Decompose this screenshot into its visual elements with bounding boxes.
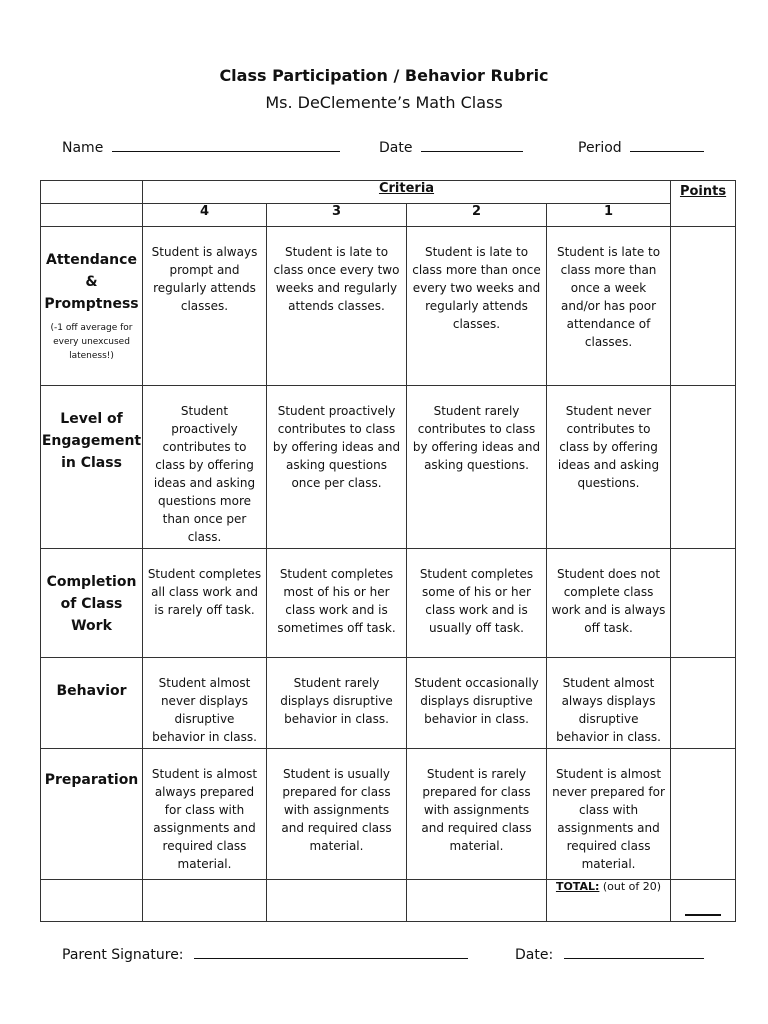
row-label-line: of Class <box>60 596 123 612</box>
row-attendance <box>41 227 736 386</box>
preparation-points-cell[interactable] <box>671 749 736 880</box>
rubric-table <box>40 180 736 922</box>
engagement-3-cell: Student proactively contributes to class by offering ideas and asking questions once per class. <box>272 404 401 490</box>
completion-3-cell: Student completes most of his or her class work and is sometimes off task. <box>277 567 396 635</box>
period-field[interactable] <box>578 138 704 156</box>
total-blank-cell <box>143 880 267 922</box>
score-header-row <box>41 204 736 227</box>
attendance-3-cell: Student is late to class once every two weeks and regularly attends classes. <box>273 245 400 313</box>
total-blank-cell <box>41 880 143 922</box>
row-label-line: Attendance <box>46 252 137 268</box>
date-blank-line[interactable] <box>421 138 523 152</box>
row-label-line: Promptness <box>44 296 139 312</box>
points-header: Points <box>671 181 736 227</box>
completion-4-cell: Student completes all class work and is rarely off task. <box>147 567 262 617</box>
row-label-engagement <box>41 386 143 549</box>
attendance-2-cell: Student is late to class more than once every two weeks and regularly attends classes. <box>412 245 541 331</box>
behavior-points-cell[interactable] <box>671 658 736 749</box>
page-subtitle: Ms. DeClemente’s Math Class <box>265 93 503 112</box>
row-label-line: Level of <box>60 411 123 427</box>
total-blank-cell <box>407 880 547 922</box>
row-label-line: Preparation <box>44 772 139 788</box>
name-label: Name <box>62 140 104 156</box>
completion-2-cell: Student completes some of his or her class work and is usually off task. <box>419 567 534 635</box>
lateness-note: (-1 off average for every unexcused lateness!) <box>50 323 133 361</box>
row-label-line: in Class <box>61 455 122 471</box>
corner-cell <box>41 181 143 204</box>
row-label-attendance <box>41 227 143 386</box>
row-label-line: Behavior <box>56 683 127 699</box>
total-label: TOTAL: <box>555 880 600 893</box>
signature-date-label: Date: <box>515 947 554 963</box>
total-blank-cell <box>267 880 407 922</box>
completion-points-cell[interactable] <box>671 549 736 658</box>
completion-1-cell: Student does not complete class work and is always off task. <box>551 567 666 635</box>
row-label-line: & <box>85 274 98 290</box>
behavior-4-cell: Student almost never displays disruptive behavior in class. <box>152 676 257 744</box>
score-3-header: 3 <box>267 204 407 227</box>
criteria-header: Criteria <box>143 181 671 204</box>
row-preparation <box>41 749 736 880</box>
engagement-points-cell[interactable] <box>671 386 736 549</box>
attendance-1-cell: Student is late to class more than once a week and/or has poor attendance of classes. <box>556 245 661 349</box>
behavior-1-cell: Student almost always displays disruptive behavior in class. <box>556 676 661 744</box>
preparation-4-cell: Student is almost always prepared for class with assignments and required class material. <box>151 767 258 871</box>
period-blank-line[interactable] <box>630 138 704 152</box>
name-field[interactable] <box>62 138 340 156</box>
row-label-line: Work <box>71 618 112 634</box>
row-behavior <box>41 658 736 749</box>
row-completion <box>41 549 736 658</box>
engagement-4-cell: Student proactively contributes to class by offering ideas and asking questions more than once per class. <box>153 404 256 544</box>
engagement-2-cell: Student rarely contributes to class by offering ideas and asking questions. <box>412 404 541 472</box>
preparation-2-cell: Student is rarely prepared for class with assignments and required class material. <box>421 767 532 853</box>
parent-signature-label: Parent Signature: <box>62 947 184 963</box>
date-field[interactable] <box>379 138 523 156</box>
corner-cell-2 <box>41 204 143 227</box>
name-blank-line[interactable] <box>112 138 340 152</box>
row-engagement <box>41 386 736 549</box>
total-label-cell <box>547 880 671 922</box>
behavior-2-cell: Student occasionally displays disruptive behavior in class. <box>414 676 539 726</box>
signature-date-field[interactable] <box>515 945 704 963</box>
preparation-1-cell: Student is almost never prepared for class with assignments and required class material. <box>552 767 665 871</box>
behavior-3-cell: Student rarely displays disruptive behavior in class. <box>280 676 393 726</box>
row-label-behavior <box>41 658 143 749</box>
row-label-line: Engagement <box>41 433 142 449</box>
score-4-header: 4 <box>143 204 267 227</box>
total-note: (out of 20) <box>602 880 662 893</box>
score-1-header: 1 <box>547 204 671 227</box>
page-title: Class Participation / Behavior Rubric <box>219 66 549 85</box>
total-blank-line[interactable] <box>685 898 721 916</box>
attendance-points-cell[interactable] <box>671 227 736 386</box>
period-label: Period <box>578 140 622 156</box>
criteria-header-row <box>41 181 736 204</box>
total-points-cell[interactable] <box>671 880 736 922</box>
parent-signature-line[interactable] <box>194 945 468 959</box>
score-2-header: 2 <box>407 204 547 227</box>
preparation-3-cell: Student is usually prepared for class with assignments and required class material. <box>281 767 392 853</box>
signature-date-line[interactable] <box>564 945 704 959</box>
parent-signature-field[interactable] <box>62 945 468 963</box>
engagement-1-cell: Student never contributes to class by offering ideas and asking questions. <box>557 404 660 490</box>
row-label-completion <box>41 549 143 658</box>
attendance-4-cell: Student is always prompt and regularly attends classes. <box>151 245 258 313</box>
row-label-line: Completion <box>46 574 137 590</box>
date-label: Date <box>379 140 413 156</box>
row-label-preparation <box>41 749 143 880</box>
row-total <box>41 880 736 922</box>
